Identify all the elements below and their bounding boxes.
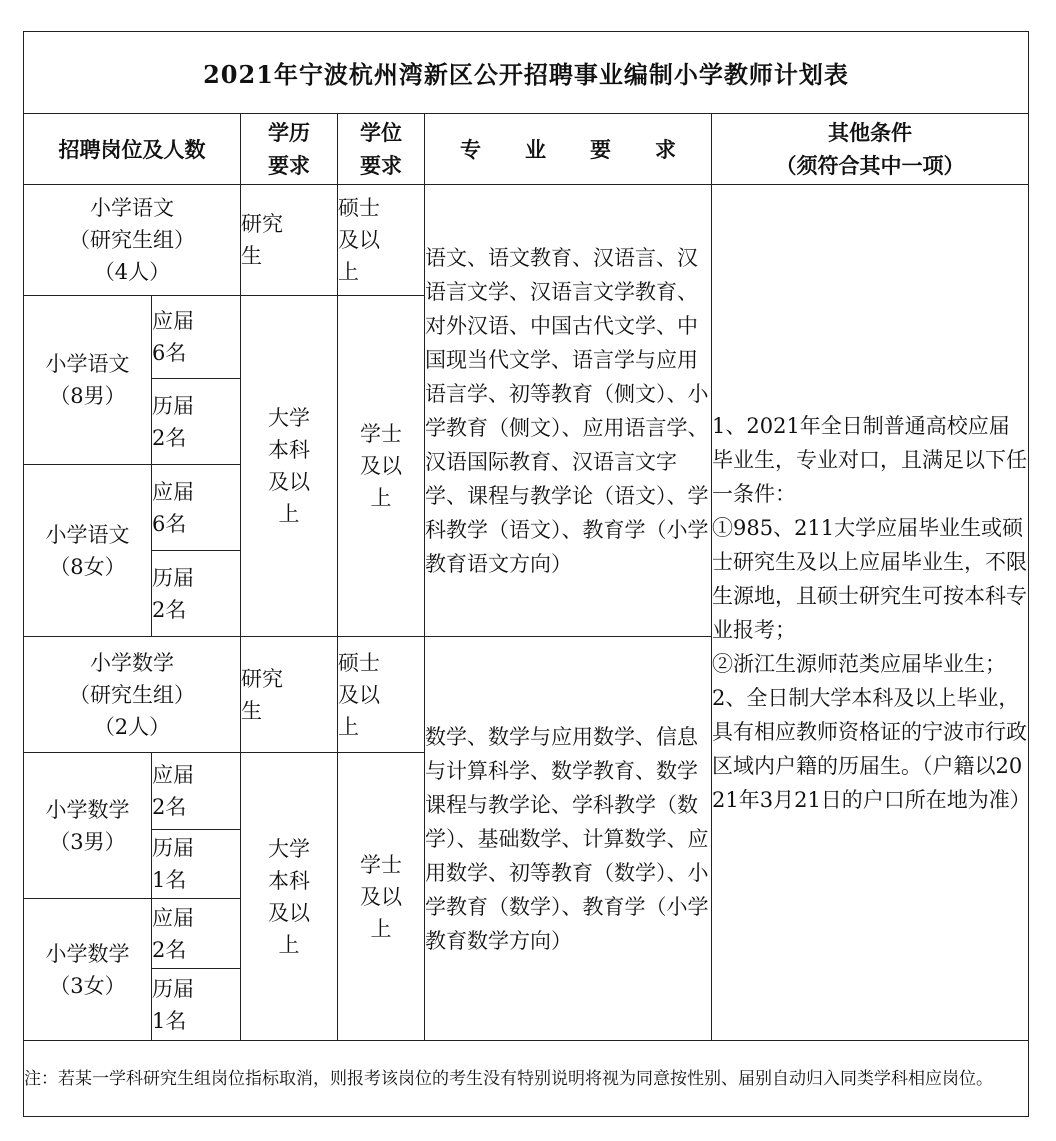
chinese-grad-position: 小学语文 （研究生组） （4人）: [24, 185, 241, 296]
teacher-recruitment-plan-table: [23, 31, 1029, 1117]
table-title: 2021年宁波杭州湾新区公开招聘事业编制小学教师计划表: [24, 32, 1029, 114]
chinese-majors: 语文、语文教育、汉语言、汉语言文学、汉语言文学教育、对外汉语、中国古代文学、中国现当代文学、语言学与应用语言学、初等教育（侧文）、小学教育（侧文）、应用语言学、汉语国际教育、汉语言文字学、课程与教学论（语文）、学科教学（语文）、教育学（小学教育语文方向）: [425, 185, 712, 637]
chinese-female-position: 小学语文 （8女）: [24, 465, 152, 637]
math-male-past: 历届 1名: [152, 830, 241, 899]
math-male-fresh: 应届 2名: [152, 753, 241, 830]
math-grad-education: 研究 生: [241, 637, 338, 753]
header-other-line2: （须符合其中一项）: [775, 153, 965, 178]
math-ug-education: 大学 本科 及以 上: [241, 753, 338, 1041]
header-position: 招聘岗位及人数: [24, 114, 241, 185]
header-education: [241, 114, 338, 185]
header-major-char: 业: [525, 136, 546, 162]
other-conditions: 1、2021年全日制普通高校应届毕业生，专业对口，且满足以下任一条件： ①985、211大学应届毕业生或硕士研究生及以上应届毕业生，不限生源地，且硕士研究生可按本科专业报考； ②浙江生源师范类应届毕业生； 2、全日制大学本科及以上毕业，具有相应教师资格证的宁波市行政区域内户籍的历届生。（户籍以2021年3月21日的户口所在地为准）: [712, 185, 1029, 1041]
header-education-line1: 学历: [268, 120, 310, 145]
math-female-past: 历届 1名: [152, 969, 241, 1041]
header-major-char: 专: [460, 136, 481, 162]
chinese-ug-education: 大学 本科 及以 上: [241, 296, 338, 637]
math-grad-degree: 硕士 及以 上: [338, 637, 425, 753]
header-degree-line1: 学位: [360, 120, 402, 145]
chinese-grad-degree: 硕士 及以 上: [338, 185, 425, 296]
header-education-line2: 要求: [268, 153, 310, 178]
chinese-female-fresh: 应届 6名: [152, 465, 241, 551]
math-grad-position: 小学数学 （研究生组） （2人）: [24, 637, 241, 753]
header-other-line1: 其他条件: [828, 120, 912, 145]
chinese-male-fresh: 应届 6名: [152, 296, 241, 379]
chinese-male-position: 小学语文 （8男）: [24, 296, 152, 465]
header-degree-line2: 要求: [360, 153, 402, 178]
header-major-char: 求: [655, 136, 676, 162]
math-female-position: 小学数学 （3女）: [24, 899, 152, 1041]
header-major-char: 要: [590, 136, 611, 162]
chinese-ug-degree: 学士 及以 上: [338, 296, 425, 637]
chinese-female-past: 历届 2名: [152, 551, 241, 637]
header-degree: [338, 114, 425, 185]
math-majors: 数学、数学与应用数学、信息与计算科学、数学教育、数学课程与教学论、学科教学（数学）、基础数学、计算数学、应用数学、初等教育（数学）、小学教育（数学）、教育学（小学教育数学方向）: [425, 637, 712, 1041]
header-other: [712, 114, 1029, 185]
chinese-grad-education: 研究 生: [241, 185, 338, 296]
math-female-fresh: 应届 2名: [152, 899, 241, 969]
footnote: 注：若某一学科研究生组岗位指标取消，则报考该岗位的考生没有特别说明将视为同意按性别、届别自动归入同类学科相应岗位。: [24, 1041, 1029, 1117]
math-male-position: 小学数学 （3男）: [24, 753, 152, 899]
header-major: [425, 114, 712, 185]
math-ug-degree: 学士 及以 上: [338, 753, 425, 1041]
chinese-male-past: 历届 2名: [152, 379, 241, 465]
